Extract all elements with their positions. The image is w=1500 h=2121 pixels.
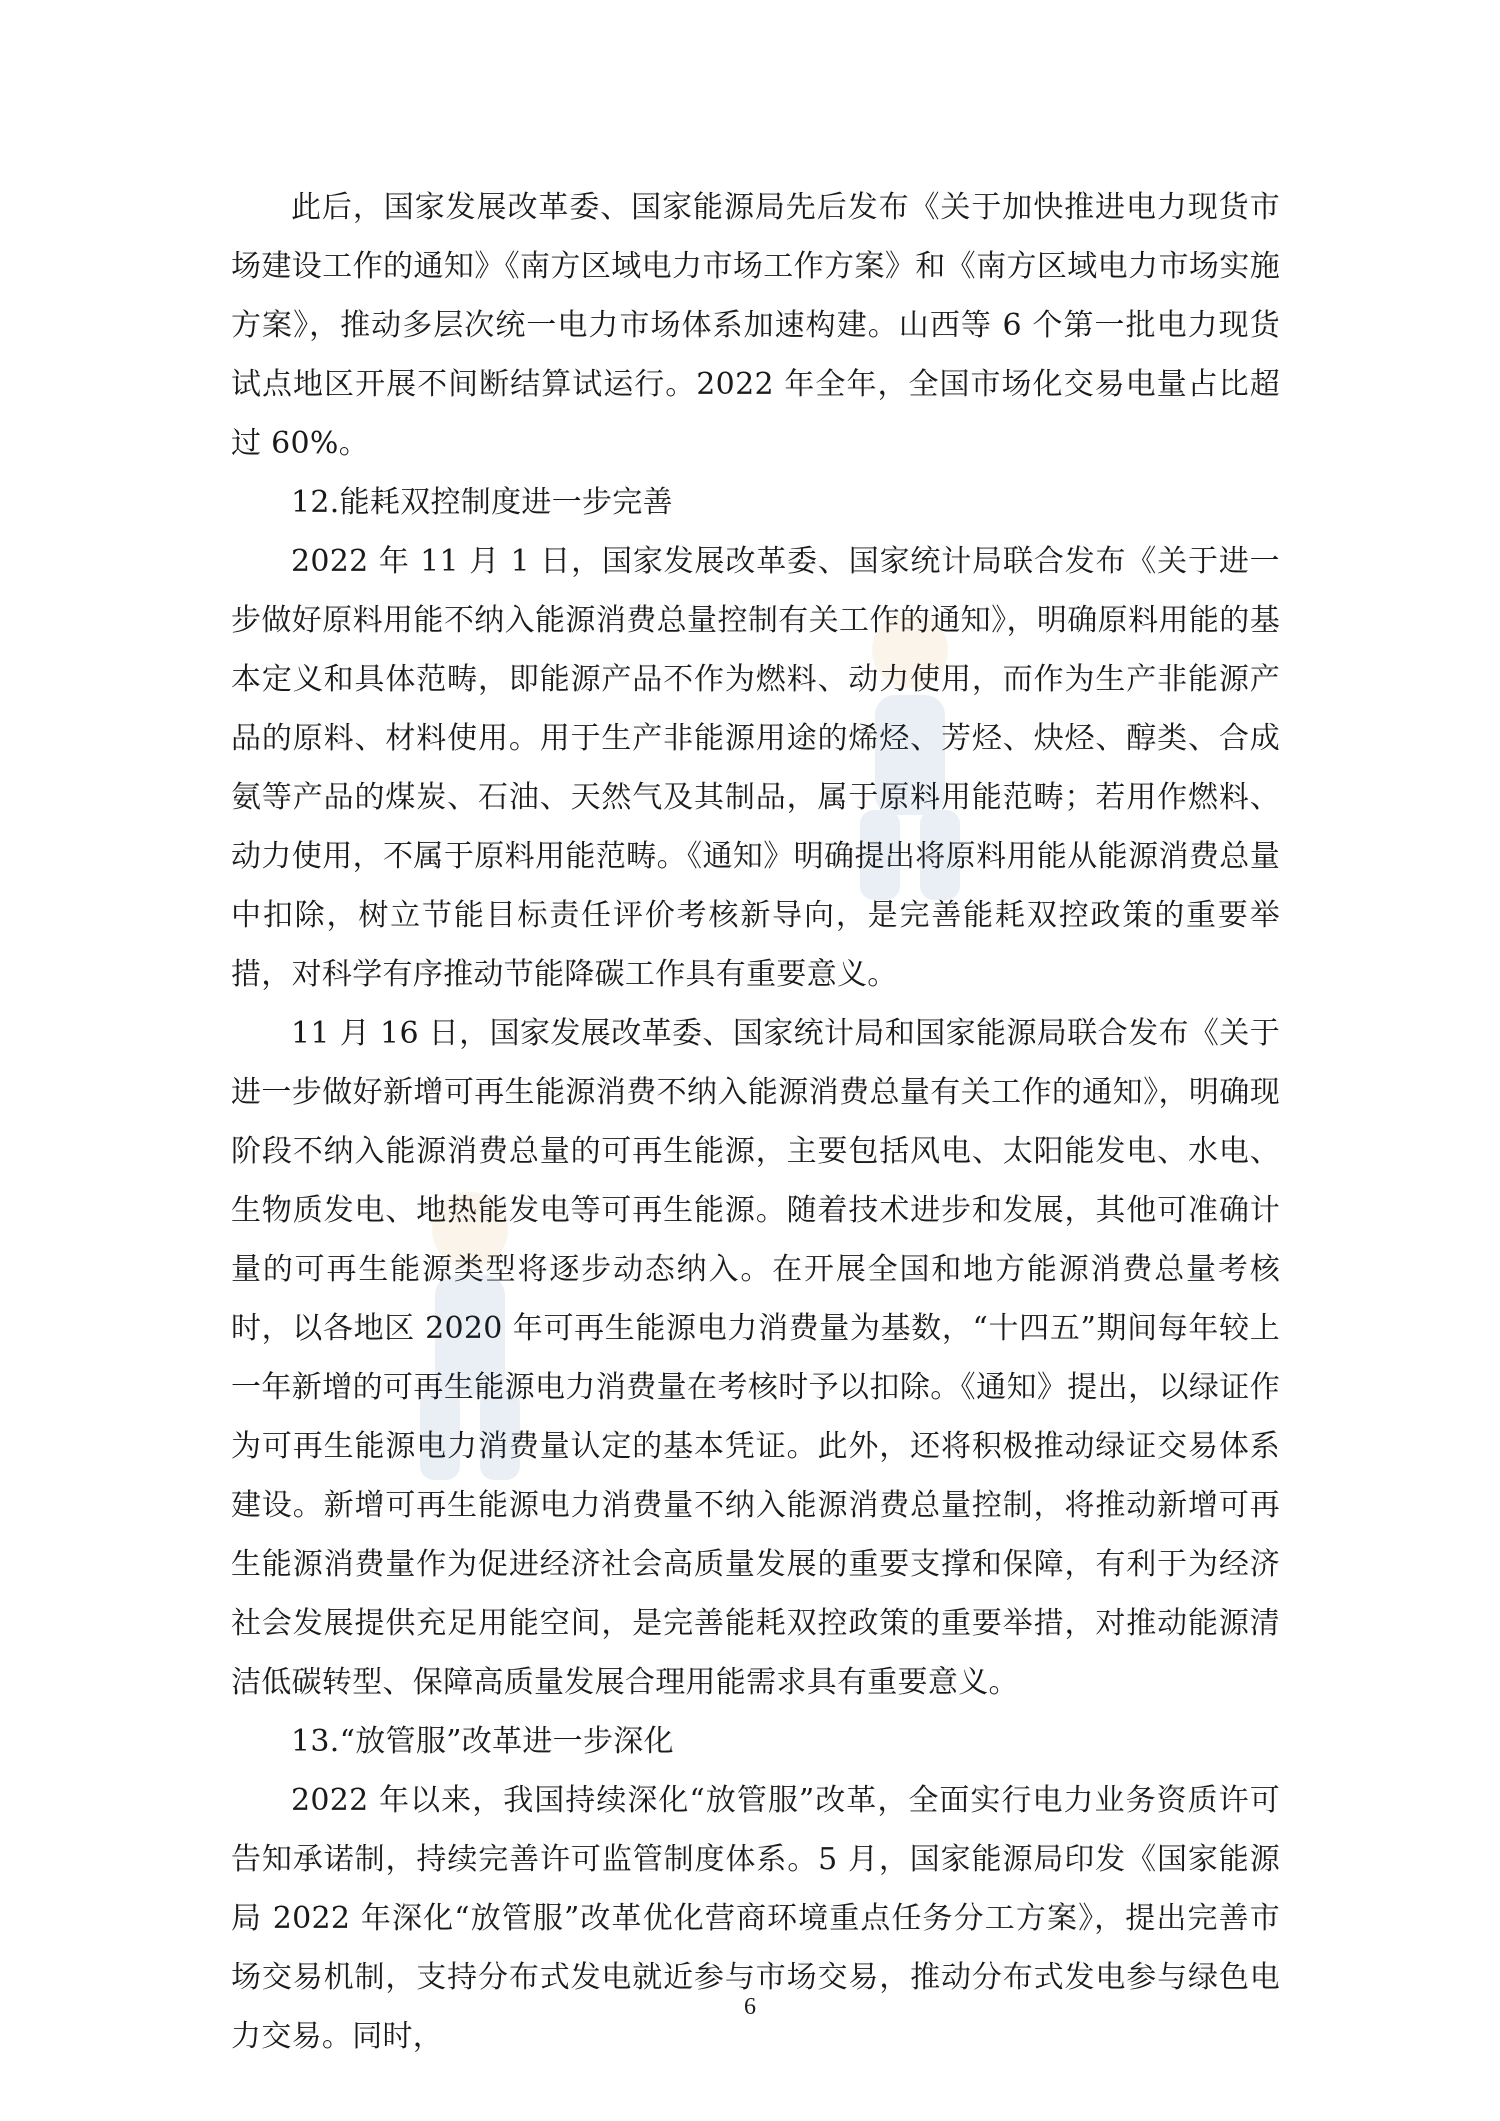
paragraph-market-system: 此后，国家发展改革委、国家能源局先后发布《关于加快推进电力现货市场建设工作的通知》《南方区域电力市场工作方案》和《南方区域电力市场实施方案》，推动多层次统一电力市场体系加速构建。山西等 6 个第一批电力现货试点地区开展不间断结算试运行。2022 年全年，全国市场化交易电量占比超过 60%。 bbox=[231, 190, 1280, 461]
document-body bbox=[231, 178, 1280, 2066]
heading-section-13: 13.“放管服”改革进一步深化 bbox=[291, 1724, 674, 1759]
heading-section-12: 12.能耗双控制度进一步完善 bbox=[291, 485, 673, 520]
paragraph-reform: 2022 年以来，我国持续深化“放管服”改革，全面实行电力业务资质许可告知承诺制，持续完善许可监管制度体系。5 月，国家能源局印发《国家能源局 2022 年深化“放管服”改革优化营商环境重点任务分工方案》，提出完善市场交易机制，支持分布式发电就近参与市场交易，推动分布式发电参与绿色电力交易。同时， bbox=[231, 1783, 1280, 2054]
page-number: 6 bbox=[744, 1994, 756, 2020]
paragraph-renewable-energy: 11 月 16 日，国家发展改革委、国家统计局和国家能源局联合发布《关于进一步做好新增可再生能源消费不纳入能源消费总量有关工作的通知》，明确现阶段不纳入能源消费总量的可再生能源，主要包括风电、太阳能发电、水电、生物质发电、地热能发电等可再生能源。随着技术进步和发展，其他可准确计量的可再生能源类型将逐步动态纳入。在开展全国和地方能源消费总量考核时，以各地区 2020 年可再生能源电力消费量为基数，“十四五”期间每年较上一年新增的可再生能源电力消费量在考核时予以扣除。《通知》提出，以绿证作为可再生能源电力消费量认定的基本凭证。此外，还将积极推动绿证交易体系建设。新增可再生能源电力消费量不纳入能源消费总量控制，将推动新增可再生能源消费量作为促进经济社会高质量发展的重要支撑和保障，有利于为经济社会发展提供充足用能空间，是完善能耗双控政策的重要举措，对推动能源清洁低碳转型、保障高质量发展合理用能需求具有重要意义。 bbox=[231, 1016, 1280, 1700]
paragraph-raw-material-energy: 2022 年 11 月 1 日，国家发展改革委、国家统计局联合发布《关于进一步做好原料用能不纳入能源消费总量控制有关工作的通知》，明确原料用能的基本定义和具体范畴，即能源产品不作为燃料、动力使用，而作为生产非能源产品的原料、材料使用。用于生产非能源用途的烯烃、芳烃、炔烃、醇类、合成氨等产品的煤炭、石油、天然气及其制品，属于原料用能范畴；若用作燃料、动力使用，不属于原料用能范畴。《通知》明确提出将原料用能从能源消费总量中扣除，树立节能目标责任评价考核新导向，是完善能耗双控政策的重要举措，对科学有序推动节能降碳工作具有重要意义。 bbox=[231, 544, 1280, 992]
